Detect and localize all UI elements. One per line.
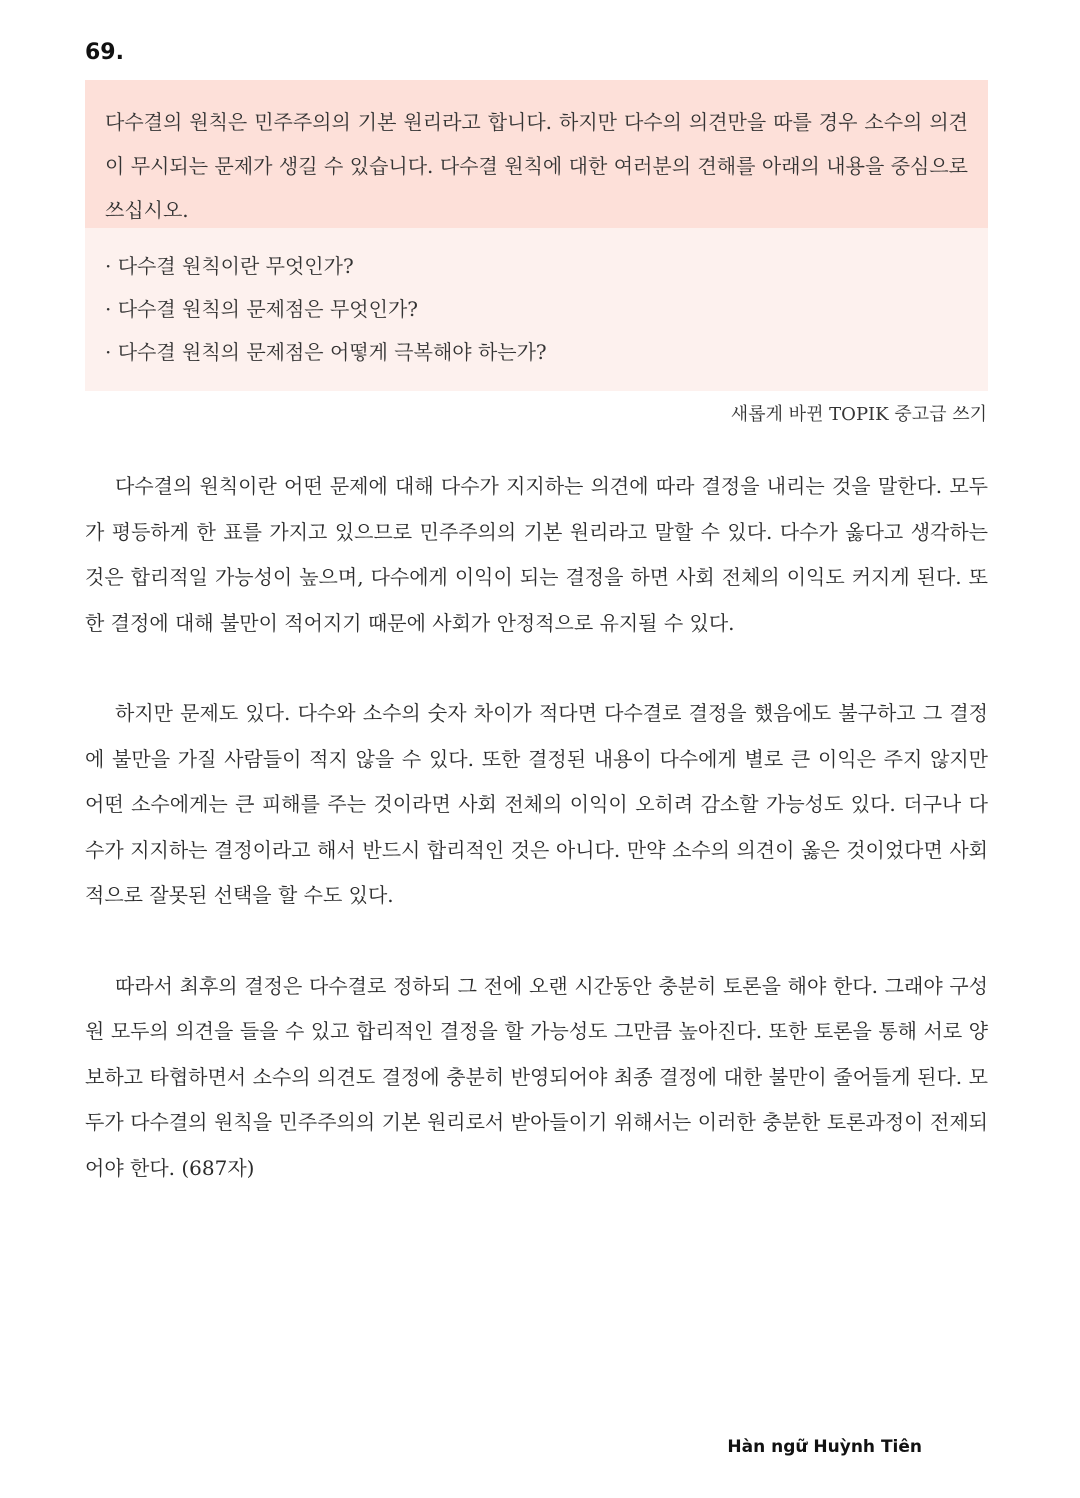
prompt-box [85, 80, 988, 391]
essay-paragraph: 하지만 문제도 있다. 다수와 소수의 숫자 차이가 적다면 다수결로 결정을 했음에도 불구하고 그 결정에 불만을 가질 사람들이 적지 않을 수 있다. 또한 결정된 내용이 다수에게 별로 큰 이익은 주지 않지만 어떤 소수에게는 큰 피해를 주는 것이라면 사회 전체의 이익이 오히려 감소할 가능성도 있다. 더구나 다수가 지지하는 결정이라고 해서 반드시 합리적인 것은 아니다. 만약 소수의 의견이 옳은 것이었다면 사회적으로 잘못된 선택을 할 수도 있다. [85, 701, 988, 907]
prompt-text: 다수결의 원칙은 민주주의의 기본 원리라고 합니다. 하지만 다수의 의견만을 따를 경우 소수의 의견이 무시되는 문제가 생길 수 있습니다. 다수결 원칙에 대한 여러분의 견해를 아래의 내용을 중심으로 쓰십시오. [85, 80, 988, 228]
prompt-item: · 다수결 원칙의 문제점은 어떻게 극복해야 하는가? [105, 340, 547, 364]
prompt-items [85, 228, 988, 391]
question-number: 69. [85, 40, 124, 65]
prompt-item: · 다수결 원칙이란 무엇인가? [105, 254, 354, 278]
essay-paragraph: 따라서 최후의 결정은 다수결로 정하되 그 전에 오랜 시간동안 충분히 토론을 해야 한다. 그래야 구성원 모두의 의견을 들을 수 있고 합리적인 결정을 할 가능성도 그만큼 높아진다. 또한 토론을 통해 서로 양보하고 타협하면서 소수의 의견도 결정에 충분히 반영되어야 최종 결정에 대한 불만이 줄어들게 된다. 모두가 다수결의 원칙을 민주주의의 기본 원리로서 받아들이기 위해서는 이러한 충분한 토론과정이 전제되어야 한다. (687자) [85, 973, 988, 1180]
source-citation: 새롭게 바뀐 TOPIK 중고급 쓰기 [730, 404, 987, 425]
prompt-item: · 다수결 원칙의 문제점은 무엇인가? [105, 297, 418, 321]
essay-paragraph: 다수결의 원칙이란 어떤 문제에 대해 다수가 지지하는 의견에 따라 결정을 내리는 것을 말한다. 모두가 평등하게 한 표를 가지고 있으므로 민주주의의 기본 원리라고 말할 수 있다. 다수가 옳다고 생각하는 것은 합리적일 가능성이 높으며, 다수에게 이익이 되는 결정을 하면 사회 전체의 이익도 커지게 된다. 또한 결정에 대해 불만이 적어지기 때문에 사회가 안정적으로 유지될 수 있다. [85, 474, 988, 635]
footer-watermark: Hàn ngữ Huỳnh Tiên [727, 1437, 922, 1457]
essay-body [85, 464, 988, 1191]
